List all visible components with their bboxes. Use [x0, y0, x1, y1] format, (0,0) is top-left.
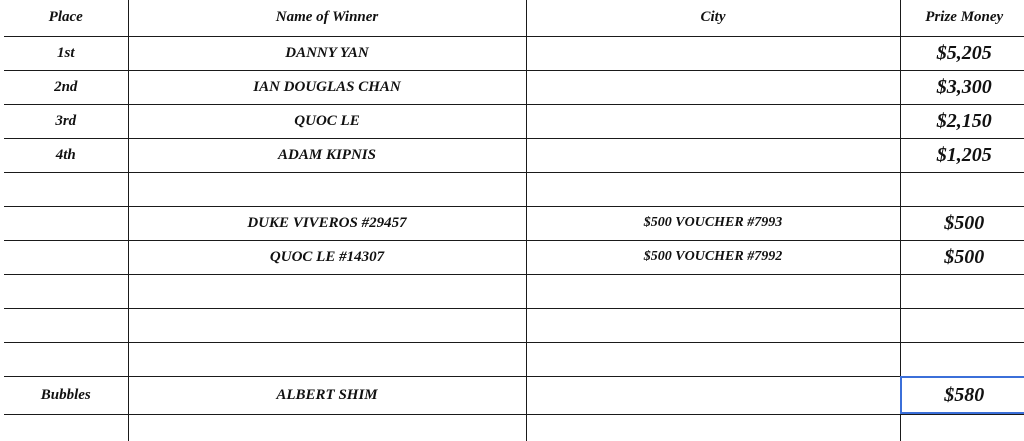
header-prize[interactable]: Prize Money [900, 0, 1024, 36]
winner-name-cell[interactable] [128, 414, 526, 441]
prize-cell[interactable] [900, 172, 1024, 206]
prize-cell[interactable] [900, 342, 1024, 376]
winner-name-cell[interactable]: QUOC LE [128, 104, 526, 138]
winner-name-cell[interactable] [128, 308, 526, 342]
place-cell[interactable] [4, 308, 128, 342]
header-row [4, 0, 1024, 36]
header-name[interactable]: Name of Winner [128, 0, 526, 36]
winner-name-cell[interactable]: IAN DOUGLAS CHAN [128, 70, 526, 104]
table-row [4, 104, 1024, 138]
prize-cell[interactable]: $2,150 [900, 104, 1024, 138]
place-cell[interactable] [4, 206, 128, 240]
place-cell[interactable]: 1st [4, 36, 128, 70]
place-cell[interactable]: 4th [4, 138, 128, 172]
city-cell[interactable] [526, 308, 900, 342]
table-row [4, 206, 1024, 240]
prize-cell-selected[interactable]: $580 [900, 376, 1024, 414]
city-cell[interactable] [526, 414, 900, 441]
winners-table [4, 0, 1024, 441]
city-cell[interactable] [526, 376, 900, 414]
table-row [4, 172, 1024, 206]
place-cell[interactable]: 3rd [4, 104, 128, 138]
table-row [4, 138, 1024, 172]
winner-name-cell[interactable] [128, 274, 526, 308]
city-cell[interactable]: $500 VOUCHER #7992 [526, 240, 900, 274]
winner-name-cell[interactable]: DUKE VIVEROS #29457 [128, 206, 526, 240]
city-cell[interactable] [526, 36, 900, 70]
winner-name-cell[interactable]: QUOC LE #14307 [128, 240, 526, 274]
place-cell[interactable] [4, 414, 128, 441]
table-row [4, 414, 1024, 441]
prize-cell[interactable]: $3,300 [900, 70, 1024, 104]
table-row [4, 70, 1024, 104]
winner-name-cell[interactable]: ADAM KIPNIS [128, 138, 526, 172]
city-cell[interactable] [526, 274, 900, 308]
prize-cell[interactable]: $1,205 [900, 138, 1024, 172]
winner-name-cell[interactable] [128, 172, 526, 206]
winner-name-cell[interactable]: DANNY YAN [128, 36, 526, 70]
city-cell[interactable] [526, 104, 900, 138]
place-cell[interactable]: Bubbles [4, 376, 128, 414]
city-cell[interactable] [526, 70, 900, 104]
city-cell[interactable]: $500 VOUCHER #7993 [526, 206, 900, 240]
place-cell[interactable] [4, 274, 128, 308]
place-cell[interactable]: 2nd [4, 70, 128, 104]
prize-cell[interactable] [900, 308, 1024, 342]
city-cell[interactable] [526, 138, 900, 172]
header-place[interactable]: Place [4, 0, 128, 36]
table-row [4, 274, 1024, 308]
table-row [4, 240, 1024, 274]
city-cell[interactable] [526, 342, 900, 376]
place-cell[interactable] [4, 240, 128, 274]
winner-name-cell[interactable] [128, 342, 526, 376]
place-cell[interactable] [4, 172, 128, 206]
table-row [4, 36, 1024, 70]
prize-cell[interactable]: $5,205 [900, 36, 1024, 70]
table-row [4, 308, 1024, 342]
prize-cell[interactable] [900, 414, 1024, 441]
prize-cell[interactable]: $500 [900, 240, 1024, 274]
table-row [4, 376, 1024, 414]
table-row [4, 342, 1024, 376]
prize-cell[interactable] [900, 274, 1024, 308]
header-city[interactable]: City [526, 0, 900, 36]
place-cell[interactable] [4, 342, 128, 376]
prize-cell[interactable]: $500 [900, 206, 1024, 240]
winner-name-cell[interactable]: ALBERT SHIM [128, 376, 526, 414]
city-cell[interactable] [526, 172, 900, 206]
